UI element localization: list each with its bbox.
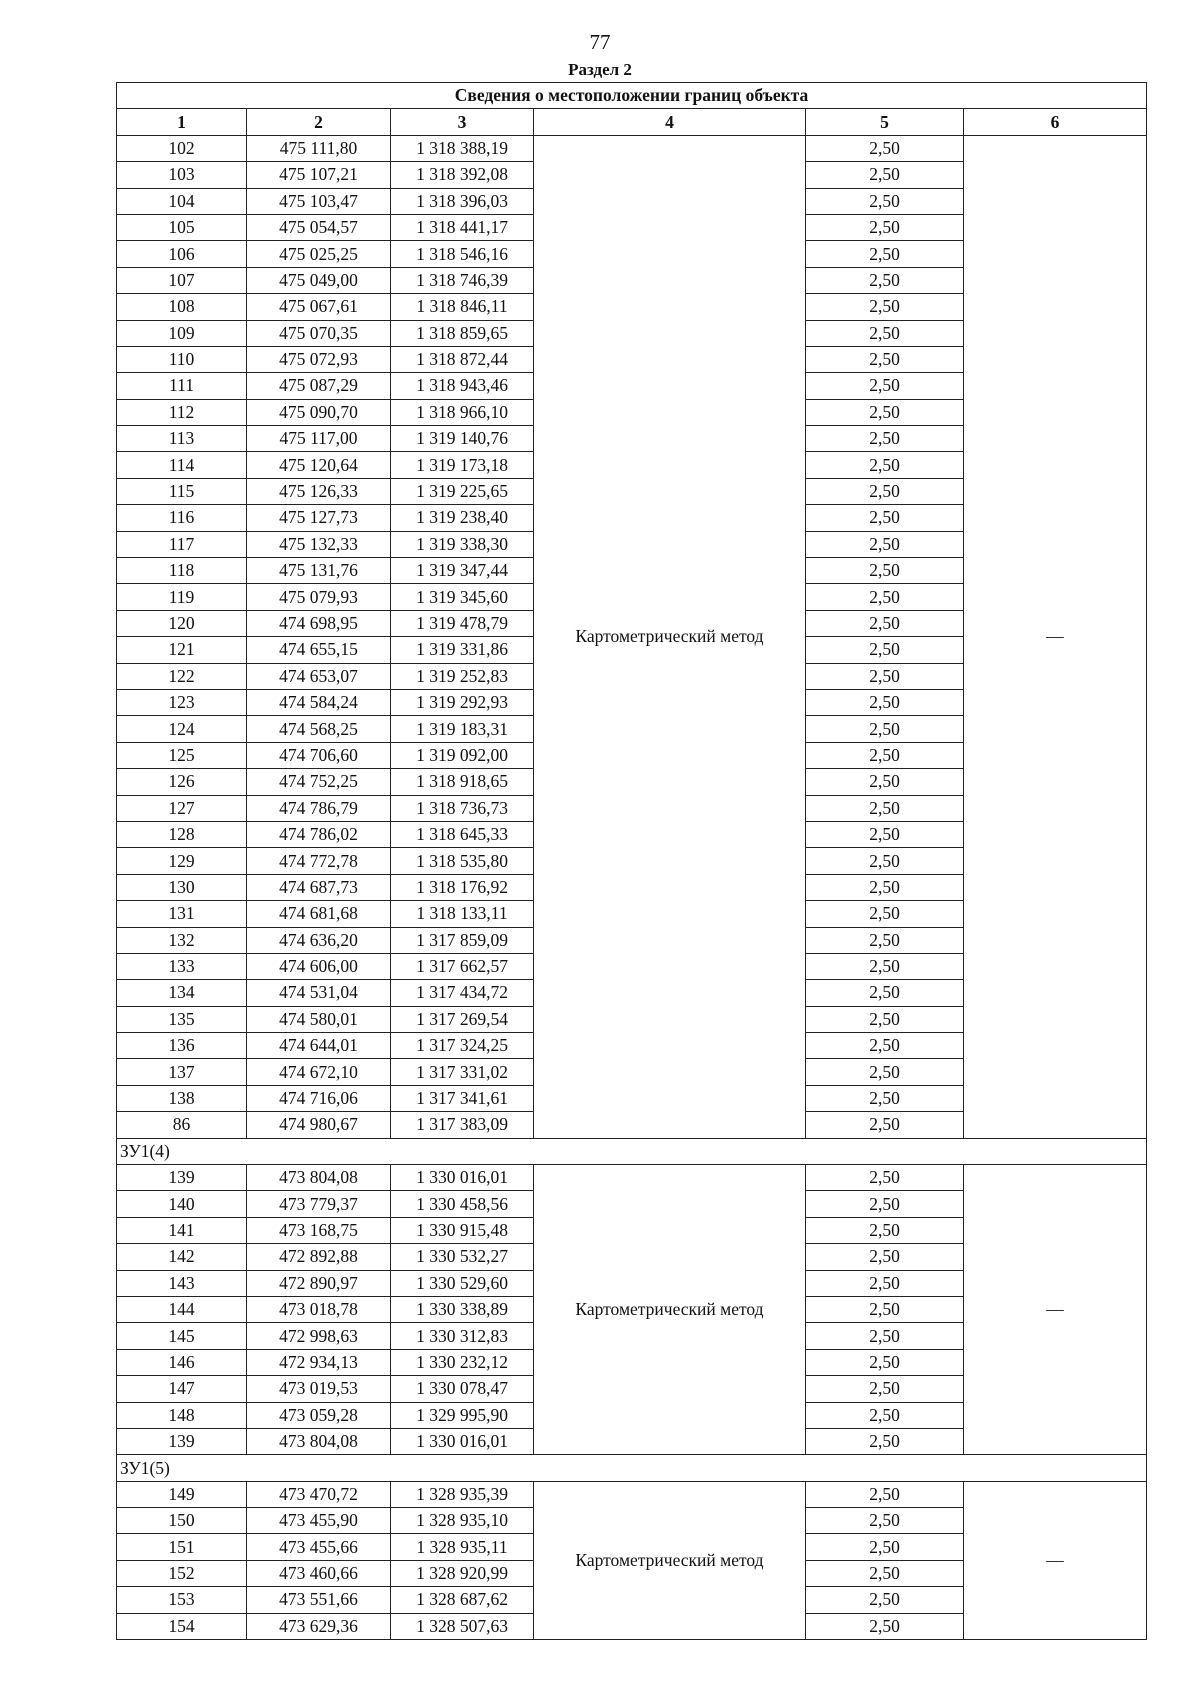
accuracy-cell: 2,50 <box>806 505 964 531</box>
point-number-cell: 112 <box>117 399 247 425</box>
x-coordinate-cell: 473 018,78 <box>247 1296 391 1322</box>
point-number-cell: 109 <box>117 320 247 346</box>
y-coordinate-cell: 1 317 341,61 <box>391 1085 534 1111</box>
group-header-row <box>117 1138 1147 1164</box>
accuracy-cell: 2,50 <box>806 980 964 1006</box>
point-number-cell: 130 <box>117 874 247 900</box>
x-coordinate-cell: 474 636,20 <box>247 927 391 953</box>
y-coordinate-cell: 1 317 269,54 <box>391 1006 534 1032</box>
y-coordinate-cell: 1 318 546,16 <box>391 241 534 267</box>
accuracy-cell: 2,50 <box>806 1217 964 1243</box>
group-label: ЗУ1(4) <box>117 1138 1147 1164</box>
point-number-cell: 116 <box>117 505 247 531</box>
accuracy-cell: 2,50 <box>806 478 964 504</box>
y-coordinate-cell: 1 319 140,76 <box>391 426 534 452</box>
y-coordinate-cell: 1 328 507,63 <box>391 1613 534 1639</box>
point-number-cell: 102 <box>117 135 247 161</box>
y-coordinate-cell: 1 319 183,31 <box>391 716 534 742</box>
point-number-cell: 131 <box>117 901 247 927</box>
y-coordinate-cell: 1 318 943,46 <box>391 373 534 399</box>
y-coordinate-cell: 1 317 331,02 <box>391 1059 534 1085</box>
accuracy-cell: 2,50 <box>806 1270 964 1296</box>
x-coordinate-cell: 473 551,66 <box>247 1587 391 1613</box>
point-number-cell: 148 <box>117 1402 247 1428</box>
accuracy-cell: 2,50 <box>806 901 964 927</box>
y-coordinate-cell: 1 319 225,65 <box>391 478 534 504</box>
point-number-cell: 117 <box>117 531 247 557</box>
table-row <box>117 1165 1147 1191</box>
point-number-cell: 122 <box>117 663 247 689</box>
point-number-cell: 147 <box>117 1376 247 1402</box>
point-number-cell: 124 <box>117 716 247 742</box>
point-number-cell: 140 <box>117 1191 247 1217</box>
x-coordinate-cell: 474 772,78 <box>247 848 391 874</box>
y-coordinate-cell: 1 318 645,33 <box>391 821 534 847</box>
x-coordinate-cell: 472 892,88 <box>247 1244 391 1270</box>
y-coordinate-cell: 1 318 396,03 <box>391 188 534 214</box>
accuracy-cell: 2,50 <box>806 1534 964 1560</box>
point-number-cell: 120 <box>117 610 247 636</box>
y-coordinate-cell: 1 319 478,79 <box>391 610 534 636</box>
y-coordinate-cell: 1 319 092,00 <box>391 742 534 768</box>
y-coordinate-cell: 1 319 347,44 <box>391 558 534 584</box>
y-coordinate-cell: 1 318 966,10 <box>391 399 534 425</box>
method-cell: Картометрический метод <box>534 1481 806 1639</box>
y-coordinate-cell: 1 330 312,83 <box>391 1323 534 1349</box>
y-coordinate-cell: 1 318 918,65 <box>391 769 534 795</box>
y-coordinate-cell: 1 318 392,08 <box>391 162 534 188</box>
x-coordinate-cell: 473 804,08 <box>247 1165 391 1191</box>
accuracy-cell: 2,50 <box>806 1165 964 1191</box>
column-header: 4 <box>534 109 806 135</box>
x-coordinate-cell: 474 681,68 <box>247 901 391 927</box>
accuracy-cell: 2,50 <box>806 214 964 240</box>
point-number-cell: 86 <box>117 1112 247 1138</box>
accuracy-cell: 2,50 <box>806 320 964 346</box>
x-coordinate-cell: 473 460,66 <box>247 1560 391 1586</box>
column-header-row <box>117 109 1147 135</box>
boundary-coordinates-table <box>116 82 1147 1640</box>
note-cell: — <box>964 1481 1147 1639</box>
point-number-cell: 139 <box>117 1165 247 1191</box>
x-coordinate-cell: 474 653,07 <box>247 663 391 689</box>
point-number-cell: 106 <box>117 241 247 267</box>
point-number-cell: 154 <box>117 1613 247 1639</box>
x-coordinate-cell: 475 117,00 <box>247 426 391 452</box>
accuracy-cell: 2,50 <box>806 1481 964 1507</box>
accuracy-cell: 2,50 <box>806 135 964 161</box>
accuracy-cell: 2,50 <box>806 1402 964 1428</box>
accuracy-cell: 2,50 <box>806 584 964 610</box>
point-number-cell: 115 <box>117 478 247 504</box>
accuracy-cell: 2,50 <box>806 1059 964 1085</box>
y-coordinate-cell: 1 328 935,39 <box>391 1481 534 1507</box>
point-number-cell: 119 <box>117 584 247 610</box>
y-coordinate-cell: 1 328 687,62 <box>391 1587 534 1613</box>
accuracy-cell: 2,50 <box>806 1191 964 1217</box>
accuracy-cell: 2,50 <box>806 294 964 320</box>
x-coordinate-cell: 474 584,24 <box>247 689 391 715</box>
table-row <box>117 135 1147 161</box>
y-coordinate-cell: 1 317 383,09 <box>391 1112 534 1138</box>
x-coordinate-cell: 473 455,90 <box>247 1508 391 1534</box>
y-coordinate-cell: 1 317 434,72 <box>391 980 534 1006</box>
point-number-cell: 103 <box>117 162 247 188</box>
x-coordinate-cell: 474 980,67 <box>247 1112 391 1138</box>
x-coordinate-cell: 474 752,25 <box>247 769 391 795</box>
y-coordinate-cell: 1 318 746,39 <box>391 267 534 293</box>
point-number-cell: 110 <box>117 346 247 372</box>
y-coordinate-cell: 1 318 535,80 <box>391 848 534 874</box>
x-coordinate-cell: 475 120,64 <box>247 452 391 478</box>
point-number-cell: 146 <box>117 1349 247 1375</box>
y-coordinate-cell: 1 318 846,11 <box>391 294 534 320</box>
accuracy-cell: 2,50 <box>806 558 964 584</box>
y-coordinate-cell: 1 319 331,86 <box>391 637 534 663</box>
y-coordinate-cell: 1 318 388,19 <box>391 135 534 161</box>
y-coordinate-cell: 1 330 458,56 <box>391 1191 534 1217</box>
point-number-cell: 114 <box>117 452 247 478</box>
x-coordinate-cell: 473 059,28 <box>247 1402 391 1428</box>
accuracy-cell: 2,50 <box>806 769 964 795</box>
accuracy-cell: 2,50 <box>806 426 964 452</box>
x-coordinate-cell: 475 067,61 <box>247 294 391 320</box>
point-number-cell: 151 <box>117 1534 247 1560</box>
point-number-cell: 139 <box>117 1428 247 1454</box>
accuracy-cell: 2,50 <box>806 1006 964 1032</box>
note-cell: — <box>964 135 1147 1138</box>
point-number-cell: 133 <box>117 953 247 979</box>
point-number-cell: 127 <box>117 795 247 821</box>
y-coordinate-cell: 1 318 859,65 <box>391 320 534 346</box>
point-number-cell: 118 <box>117 558 247 584</box>
point-number-cell: 135 <box>117 1006 247 1032</box>
x-coordinate-cell: 475 079,93 <box>247 584 391 610</box>
x-coordinate-cell: 475 107,21 <box>247 162 391 188</box>
table-row <box>117 1481 1147 1507</box>
y-coordinate-cell: 1 319 345,60 <box>391 584 534 610</box>
accuracy-cell: 2,50 <box>806 874 964 900</box>
table-caption: Сведения о местоположении границ объекта <box>117 83 1147 109</box>
accuracy-cell: 2,50 <box>806 637 964 663</box>
point-number-cell: 121 <box>117 637 247 663</box>
y-coordinate-cell: 1 328 920,99 <box>391 1560 534 1586</box>
accuracy-cell: 2,50 <box>806 1033 964 1059</box>
accuracy-cell: 2,50 <box>806 373 964 399</box>
x-coordinate-cell: 474 672,10 <box>247 1059 391 1085</box>
point-number-cell: 108 <box>117 294 247 320</box>
y-coordinate-cell: 1 330 915,48 <box>391 1217 534 1243</box>
accuracy-cell: 2,50 <box>806 1428 964 1454</box>
accuracy-cell: 2,50 <box>806 188 964 214</box>
x-coordinate-cell: 473 470,72 <box>247 1481 391 1507</box>
y-coordinate-cell: 1 318 441,17 <box>391 214 534 240</box>
y-coordinate-cell: 1 319 238,40 <box>391 505 534 531</box>
y-coordinate-cell: 1 329 995,90 <box>391 1402 534 1428</box>
accuracy-cell: 2,50 <box>806 1112 964 1138</box>
point-number-cell: 136 <box>117 1033 247 1059</box>
point-number-cell: 149 <box>117 1481 247 1507</box>
y-coordinate-cell: 1 330 016,01 <box>391 1165 534 1191</box>
accuracy-cell: 2,50 <box>806 531 964 557</box>
x-coordinate-cell: 475 087,29 <box>247 373 391 399</box>
y-coordinate-cell: 1 319 292,93 <box>391 689 534 715</box>
point-number-cell: 104 <box>117 188 247 214</box>
accuracy-cell: 2,50 <box>806 346 964 372</box>
y-coordinate-cell: 1 330 338,89 <box>391 1296 534 1322</box>
point-number-cell: 152 <box>117 1560 247 1586</box>
note-cell: — <box>964 1165 1147 1455</box>
point-number-cell: 125 <box>117 742 247 768</box>
x-coordinate-cell: 475 126,33 <box>247 478 391 504</box>
x-coordinate-cell: 474 786,02 <box>247 821 391 847</box>
accuracy-cell: 2,50 <box>806 795 964 821</box>
point-number-cell: 111 <box>117 373 247 399</box>
x-coordinate-cell: 474 531,04 <box>247 980 391 1006</box>
column-header: 1 <box>117 109 247 135</box>
accuracy-cell: 2,50 <box>806 1613 964 1639</box>
point-number-cell: 129 <box>117 848 247 874</box>
y-coordinate-cell: 1 328 935,10 <box>391 1508 534 1534</box>
x-coordinate-cell: 474 698,95 <box>247 610 391 636</box>
point-number-cell: 128 <box>117 821 247 847</box>
column-header: 5 <box>806 109 964 135</box>
accuracy-cell: 2,50 <box>806 848 964 874</box>
x-coordinate-cell: 474 580,01 <box>247 1006 391 1032</box>
column-header: 3 <box>391 109 534 135</box>
x-coordinate-cell: 473 168,75 <box>247 1217 391 1243</box>
accuracy-cell: 2,50 <box>806 399 964 425</box>
point-number-cell: 145 <box>117 1323 247 1349</box>
x-coordinate-cell: 472 890,97 <box>247 1270 391 1296</box>
point-number-cell: 126 <box>117 769 247 795</box>
column-header: 2 <box>247 109 391 135</box>
x-coordinate-cell: 474 687,73 <box>247 874 391 900</box>
accuracy-cell: 2,50 <box>806 267 964 293</box>
accuracy-cell: 2,50 <box>806 821 964 847</box>
x-coordinate-cell: 472 934,13 <box>247 1349 391 1375</box>
column-header: 6 <box>964 109 1147 135</box>
accuracy-cell: 2,50 <box>806 927 964 953</box>
y-coordinate-cell: 1 317 324,25 <box>391 1033 534 1059</box>
accuracy-cell: 2,50 <box>806 1349 964 1375</box>
accuracy-cell: 2,50 <box>806 1587 964 1613</box>
y-coordinate-cell: 1 319 252,83 <box>391 663 534 689</box>
accuracy-cell: 2,50 <box>806 953 964 979</box>
section-title: Раздел 2 <box>568 60 632 79</box>
y-coordinate-cell: 1 318 176,92 <box>391 874 534 900</box>
accuracy-cell: 2,50 <box>806 663 964 689</box>
point-number-cell: 105 <box>117 214 247 240</box>
x-coordinate-cell: 474 568,25 <box>247 716 391 742</box>
accuracy-cell: 2,50 <box>806 716 964 742</box>
x-coordinate-cell: 473 019,53 <box>247 1376 391 1402</box>
y-coordinate-cell: 1 330 232,12 <box>391 1349 534 1375</box>
y-coordinate-cell: 1 330 016,01 <box>391 1428 534 1454</box>
x-coordinate-cell: 475 111,80 <box>247 135 391 161</box>
x-coordinate-cell: 474 706,60 <box>247 742 391 768</box>
x-coordinate-cell: 475 090,70 <box>247 399 391 425</box>
point-number-cell: 142 <box>117 1244 247 1270</box>
x-coordinate-cell: 472 998,63 <box>247 1323 391 1349</box>
group-header-row <box>117 1455 1147 1481</box>
y-coordinate-cell: 1 330 532,27 <box>391 1244 534 1270</box>
x-coordinate-cell: 473 804,08 <box>247 1428 391 1454</box>
point-number-cell: 144 <box>117 1296 247 1322</box>
accuracy-cell: 2,50 <box>806 1560 964 1586</box>
y-coordinate-cell: 1 317 662,57 <box>391 953 534 979</box>
method-cell: Картометрический метод <box>534 135 806 1138</box>
page-number: 77 <box>589 30 611 54</box>
y-coordinate-cell: 1 318 133,11 <box>391 901 534 927</box>
accuracy-cell: 2,50 <box>806 241 964 267</box>
point-number-cell: 132 <box>117 927 247 953</box>
method-cell: Картометрический метод <box>534 1165 806 1455</box>
accuracy-cell: 2,50 <box>806 742 964 768</box>
y-coordinate-cell: 1 330 078,47 <box>391 1376 534 1402</box>
x-coordinate-cell: 474 786,79 <box>247 795 391 821</box>
point-number-cell: 137 <box>117 1059 247 1085</box>
accuracy-cell: 2,50 <box>806 452 964 478</box>
point-number-cell: 123 <box>117 689 247 715</box>
x-coordinate-cell: 475 131,76 <box>247 558 391 584</box>
y-coordinate-cell: 1 318 872,44 <box>391 346 534 372</box>
accuracy-cell: 2,50 <box>806 1376 964 1402</box>
x-coordinate-cell: 475 072,93 <box>247 346 391 372</box>
group-label: ЗУ1(5) <box>117 1455 1147 1481</box>
y-coordinate-cell: 1 328 935,11 <box>391 1534 534 1560</box>
point-number-cell: 153 <box>117 1587 247 1613</box>
point-number-cell: 107 <box>117 267 247 293</box>
point-number-cell: 150 <box>117 1508 247 1534</box>
x-coordinate-cell: 473 779,37 <box>247 1191 391 1217</box>
x-coordinate-cell: 475 132,33 <box>247 531 391 557</box>
accuracy-cell: 2,50 <box>806 1296 964 1322</box>
accuracy-cell: 2,50 <box>806 1244 964 1270</box>
point-number-cell: 113 <box>117 426 247 452</box>
point-number-cell: 143 <box>117 1270 247 1296</box>
y-coordinate-cell: 1 317 859,09 <box>391 927 534 953</box>
x-coordinate-cell: 474 716,06 <box>247 1085 391 1111</box>
x-coordinate-cell: 475 127,73 <box>247 505 391 531</box>
x-coordinate-cell: 475 103,47 <box>247 188 391 214</box>
accuracy-cell: 2,50 <box>806 689 964 715</box>
accuracy-cell: 2,50 <box>806 1508 964 1534</box>
x-coordinate-cell: 473 629,36 <box>247 1613 391 1639</box>
accuracy-cell: 2,50 <box>806 1323 964 1349</box>
accuracy-cell: 2,50 <box>806 1085 964 1111</box>
y-coordinate-cell: 1 319 173,18 <box>391 452 534 478</box>
point-number-cell: 134 <box>117 980 247 1006</box>
y-coordinate-cell: 1 330 529,60 <box>391 1270 534 1296</box>
table-caption-row <box>117 83 1147 109</box>
x-coordinate-cell: 475 049,00 <box>247 267 391 293</box>
x-coordinate-cell: 474 644,01 <box>247 1033 391 1059</box>
y-coordinate-cell: 1 318 736,73 <box>391 795 534 821</box>
accuracy-cell: 2,50 <box>806 162 964 188</box>
x-coordinate-cell: 473 455,66 <box>247 1534 391 1560</box>
x-coordinate-cell: 474 655,15 <box>247 637 391 663</box>
accuracy-cell: 2,50 <box>806 610 964 636</box>
x-coordinate-cell: 475 054,57 <box>247 214 391 240</box>
point-number-cell: 138 <box>117 1085 247 1111</box>
y-coordinate-cell: 1 319 338,30 <box>391 531 534 557</box>
x-coordinate-cell: 474 606,00 <box>247 953 391 979</box>
x-coordinate-cell: 475 025,25 <box>247 241 391 267</box>
x-coordinate-cell: 475 070,35 <box>247 320 391 346</box>
point-number-cell: 141 <box>117 1217 247 1243</box>
